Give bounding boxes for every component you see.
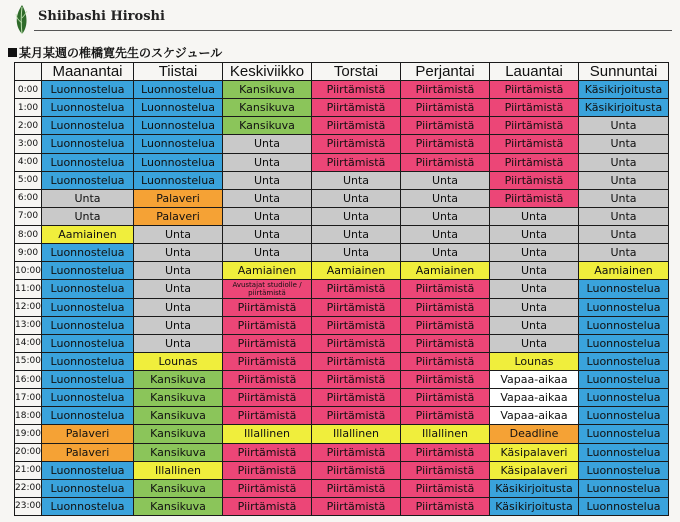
schedule-cell: Unta [42,207,134,225]
schedule-cell: Unta [42,189,134,207]
schedule-cell: Unta [312,226,401,244]
schedule-cell: Piirtämistä [312,371,401,389]
schedule-cell: Luonnostelua [579,316,669,334]
schedule-cell: Piirtämistä [401,153,490,171]
time-label: 7:00 [15,207,42,225]
schedule-cell: Vapaa-aikaa [490,407,579,425]
schedule-cell: Käsipalaveri [490,461,579,479]
schedule-cell: Piirtämistä [312,407,401,425]
square-bullet-icon [8,48,17,57]
schedule-cell: Piirtämistä [401,316,490,334]
schedule-cell: Unta [401,226,490,244]
schedule-cell: Vapaa-aikaa [490,389,579,407]
time-label: 21:00 [15,461,42,479]
header-divider [34,30,672,31]
schedule-cell: Luonnostelua [579,425,669,443]
schedule-cell: Aamiainen [579,262,669,280]
schedule-row [15,262,669,280]
schedule-cell: Palaveri [42,443,134,461]
schedule-cell: Deadline [490,425,579,443]
schedule-cell: Käsikirjoitusta [579,99,669,117]
schedule-cell: Kansikuva [134,425,223,443]
schedule-cell: Unta [401,207,490,225]
schedule-cell: Piirtämistä [312,443,401,461]
time-label: 19:00 [15,425,42,443]
schedule-cell: Piirtämistä [401,280,490,298]
time-label: 6:00 [15,189,42,207]
schedule-cell: Piirtämistä [490,99,579,117]
schedule-row [15,117,669,135]
schedule-cell: Luonnostelua [42,407,134,425]
schedule-cell: Piirtämistä [401,117,490,135]
schedule-cell: Unta [401,189,490,207]
time-label: 14:00 [15,334,42,352]
schedule-cell: Piirtämistä [401,298,490,316]
schedule-cell: Luonnostelua [42,316,134,334]
time-label: 16:00 [15,371,42,389]
schedule-cell: Piirtämistä [401,99,490,117]
schedule-cell: Unta [223,207,312,225]
schedule-row [15,153,669,171]
schedule-cell: Unta [579,244,669,262]
schedule-row [15,371,669,389]
schedule-cell: Luonnostelua [134,153,223,171]
schedule-cell: Käsikirjoitusta [490,497,579,515]
time-label: 8:00 [15,226,42,244]
schedule-cell: Luonnostelua [42,497,134,515]
schedule-cell: Unta [490,334,579,352]
schedule-cell: Illallinen [401,425,490,443]
schedule-row [15,207,669,225]
schedule-cell: Piirtämistä [312,352,401,370]
leaf-logo-icon [10,3,34,35]
schedule-cell: Piirtämistä [223,497,312,515]
schedule-cell: Kansikuva [134,443,223,461]
schedule-cell: Piirtämistä [223,479,312,497]
time-label: 5:00 [15,171,42,189]
time-label: 1:00 [15,99,42,117]
schedule-cell: Unta [490,298,579,316]
schedule-cell: Piirtämistä [223,298,312,316]
schedule-cell: Luonnostelua [579,298,669,316]
schedule-row [15,316,669,334]
schedule-cell: Aamiainen [42,226,134,244]
schedule-cell: Piirtämistä [312,389,401,407]
schedule-cell: Piirtämistä [223,443,312,461]
schedule-cell: Unta [579,153,669,171]
schedule-cell: Aamiainen [401,262,490,280]
schedule-cell: Unta [134,298,223,316]
schedule-cell: Piirtämistä [312,316,401,334]
schedule-cell: Luonnostelua [42,334,134,352]
schedule-cell: Unta [579,117,669,135]
time-label: 22:00 [15,479,42,497]
time-label: 9:00 [15,244,42,262]
subtitle-text: 某月某週の椎橋寛先生のスケジュール [19,46,223,60]
schedule-cell: Aamiainen [223,262,312,280]
schedule-cell: Kansikuva [223,81,312,99]
schedule-cell: Unta [312,171,401,189]
schedule-cell: Piirtämistä [401,407,490,425]
schedule-cell: Luonnostelua [42,461,134,479]
schedule-cell: Luonnostelua [42,153,134,171]
schedule-cell: Piirtämistä [223,407,312,425]
schedule-cell: Unta [579,189,669,207]
schedule-subtitle [8,44,222,61]
schedule-cell: Piirtämistä [401,135,490,153]
schedule-cell: Piirtämistä [401,497,490,515]
schedule-cell: Unta [490,280,579,298]
schedule-cell: Piirtämistä [490,171,579,189]
schedule-cell: Unta [223,244,312,262]
schedule-table [14,62,669,516]
schedule-cell: Unta [134,226,223,244]
schedule-cell: Luonnostelua [134,99,223,117]
schedule-cell: Kansikuva [134,389,223,407]
schedule-cell: Kansikuva [134,497,223,515]
schedule-cell: Illallinen [223,425,312,443]
schedule-cell: Luonnostelua [42,244,134,262]
schedule-cell: Luonnostelua [579,497,669,515]
schedule-cell: Piirtämistä [223,371,312,389]
schedule-cell: Luonnostelua [42,352,134,370]
schedule-cell: Piirtämistä [401,352,490,370]
schedule-cell: Avustajat studiolle / piirtämistä [223,280,312,298]
time-label: 4:00 [15,153,42,171]
schedule-cell: Piirtämistä [490,189,579,207]
schedule-cell: Kansikuva [134,407,223,425]
time-label: 12:00 [15,298,42,316]
schedule-cell: Unta [134,334,223,352]
schedule-cell: Kansikuva [134,371,223,389]
schedule-cell: Unta [223,189,312,207]
schedule-cell: Käsikirjoitusta [490,479,579,497]
schedule-row [15,280,669,298]
schedule-cell: Piirtämistä [312,497,401,515]
schedule-cell: Luonnostelua [42,262,134,280]
schedule-cell: Käsikirjoitusta [579,81,669,99]
schedule-cell: Illallinen [134,461,223,479]
schedule-cell: Luonnostelua [42,280,134,298]
schedule-cell: Unta [134,316,223,334]
page-header [0,0,680,40]
schedule-cell: Unta [579,135,669,153]
schedule-cell: Unta [223,135,312,153]
schedule-cell: Palaveri [134,207,223,225]
schedule-cell: Piirtämistä [312,280,401,298]
schedule-cell: Piirtämistä [223,389,312,407]
schedule-cell: Unta [223,171,312,189]
schedule-row [15,497,669,515]
schedule-cell: Luonnostelua [42,117,134,135]
schedule-cell: Unta [134,280,223,298]
schedule-row [15,244,669,262]
time-label: 18:00 [15,407,42,425]
schedule-cell: Unta [401,171,490,189]
schedule-cell: Luonnostelua [134,81,223,99]
day-header: Keskiviikko [223,63,312,81]
schedule-cell: Unta [223,153,312,171]
schedule-row [15,298,669,316]
schedule-cell: Kansikuva [223,117,312,135]
schedule-row [15,479,669,497]
schedule-cell: Luonnostelua [579,389,669,407]
schedule-cell: Piirtämistä [312,298,401,316]
schedule-cell: Unta [134,244,223,262]
schedule-cell: Piirtämistä [401,443,490,461]
schedule-cell: Unta [579,207,669,225]
schedule-cell: Piirtämistä [312,135,401,153]
schedule-cell: Unta [401,244,490,262]
time-label: 15:00 [15,352,42,370]
schedule-row [15,171,669,189]
schedule-cell: Kansikuva [223,99,312,117]
schedule-row [15,189,669,207]
schedule-cell: Luonnostelua [42,389,134,407]
time-label: 0:00 [15,81,42,99]
time-label: 11:00 [15,280,42,298]
schedule-cell: Unta [490,316,579,334]
schedule-cell: Luonnostelua [579,334,669,352]
schedule-cell: Luonnostelua [579,443,669,461]
schedule-cell: Luonnostelua [134,135,223,153]
time-label: 23:00 [15,497,42,515]
schedule-cell: Piirtämistä [223,316,312,334]
schedule-cell: Piirtämistä [312,153,401,171]
schedule-cell: Aamiainen [312,262,401,280]
schedule-cell: Kansikuva [134,479,223,497]
time-label: 10:00 [15,262,42,280]
schedule-cell: Luonnostelua [579,479,669,497]
time-label: 20:00 [15,443,42,461]
schedule-cell: Unta [490,262,579,280]
time-label: 2:00 [15,117,42,135]
schedule-cell: Vapaa-aikaa [490,371,579,389]
schedule-row [15,407,669,425]
schedule-cell: Luonnostelua [579,280,669,298]
schedule-cell: Piirtämistä [401,334,490,352]
time-label: 3:00 [15,135,42,153]
schedule-row [15,443,669,461]
time-label: 17:00 [15,389,42,407]
schedule-cell: Piirtämistä [223,352,312,370]
schedule-cell: Piirtämistä [401,479,490,497]
schedule-cell: Piirtämistä [401,371,490,389]
author-name: Shiibashi Hiroshi [38,9,165,24]
schedule-cell: Piirtämistä [490,135,579,153]
schedule-cell: Lounas [490,352,579,370]
schedule-cell: Unta [223,226,312,244]
day-header: Maanantai [42,63,134,81]
schedule-cell: Unta [312,244,401,262]
schedule-cell: Luonnostelua [134,171,223,189]
schedule-cell: Piirtämistä [312,461,401,479]
schedule-cell: Piirtämistä [312,81,401,99]
schedule-cell: Piirtämistä [312,117,401,135]
schedule-cell: Luonnostelua [579,407,669,425]
schedule-cell: Luonnostelua [42,171,134,189]
schedule-cell: Piirtämistä [401,81,490,99]
schedule-cell: Luonnostelua [42,99,134,117]
schedule-cell: Piirtämistä [312,99,401,117]
schedule-cell: Luonnostelua [579,352,669,370]
day-header: Perjantai [401,63,490,81]
schedule-cell: Unta [312,189,401,207]
schedule-cell: Luonnostelua [42,479,134,497]
schedule-cell: Luonnostelua [579,461,669,479]
schedule-cell: Piirtämistä [312,479,401,497]
schedule-cell: Palaveri [42,425,134,443]
schedule-cell: Luonnostelua [42,298,134,316]
schedule-cell: Unta [579,226,669,244]
schedule-cell: Lounas [134,352,223,370]
schedule-cell: Piirtämistä [312,334,401,352]
schedule-cell: Unta [312,207,401,225]
schedule-cell: Piirtämistä [401,389,490,407]
schedule-cell: Piirtämistä [490,153,579,171]
schedule-cell: Unta [490,207,579,225]
schedule-cell: Luonnostelua [42,371,134,389]
schedule-cell: Piirtämistä [401,461,490,479]
schedule-cell: Unta [490,244,579,262]
schedule-cell: Unta [134,262,223,280]
schedule-row [15,81,669,99]
schedule-cell: Illallinen [312,425,401,443]
schedule-cell: Luonnostelua [42,81,134,99]
schedule-cell: Unta [490,226,579,244]
schedule-cell: Piirtämistä [223,334,312,352]
day-header: Tiistai [134,63,223,81]
schedule-cell: Piirtämistä [490,117,579,135]
day-header: Torstai [312,63,401,81]
schedule-cell: Piirtämistä [223,461,312,479]
schedule-row [15,461,669,479]
schedule-cell: Piirtämistä [490,81,579,99]
schedule-cell: Luonnostelua [579,371,669,389]
schedule-cell: Käsipalaveri [490,443,579,461]
schedule-cell: Luonnostelua [134,117,223,135]
day-header-row [15,63,669,81]
corner-cell [15,63,42,81]
schedule-row [15,135,669,153]
day-header: Sunnuntai [579,63,669,81]
day-header: Lauantai [490,63,579,81]
schedule-cell: Palaveri [134,189,223,207]
time-label: 13:00 [15,316,42,334]
schedule-row [15,389,669,407]
schedule-row [15,425,669,443]
schedule-cell: Unta [579,171,669,189]
schedule-row [15,352,669,370]
schedule-cell: Luonnostelua [42,135,134,153]
schedule-row [15,226,669,244]
schedule-row [15,99,669,117]
schedule-row [15,334,669,352]
